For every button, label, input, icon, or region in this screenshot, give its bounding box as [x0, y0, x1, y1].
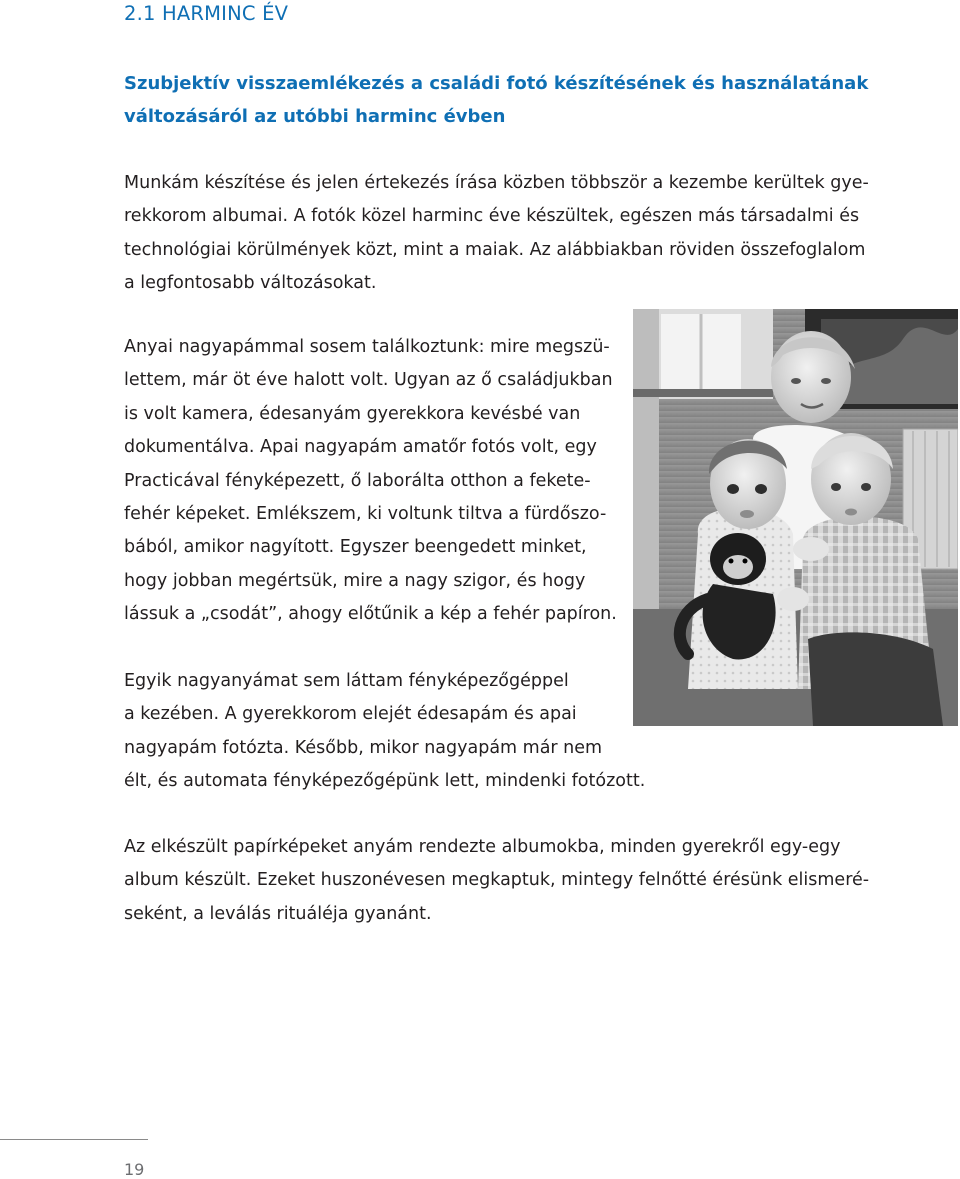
page-number: 19: [124, 1160, 145, 1179]
text-line: dokumentálva. Apai nagyapám amatőr fotós volt, egy: [124, 437, 597, 458]
text-line: a kezében. A gyerekkorom elejét édesapám és apai: [124, 704, 577, 725]
paragraph-grandfather: [124, 331, 617, 632]
footer-rule: [0, 1139, 148, 1140]
paragraph-intro: [124, 167, 869, 301]
text-line: is volt kamera, édesanyám gyerekkora kevésbé van: [124, 403, 581, 424]
text-line: a legfontosabb változásokat.: [124, 273, 377, 294]
text-line: nagyapám fotózta. Később, mikor nagyapám már nem: [124, 737, 603, 758]
text-line: Practicával fényképezett, ő laborálta otthon a fekete-: [124, 470, 591, 491]
section-subtitle: [124, 67, 869, 133]
text-line: technológiai körülmények közt, mint a maiak. Az alábbiakban röviden összefoglalom: [124, 239, 866, 260]
family-photo: [633, 309, 958, 726]
subtitle-line: változásáról az utóbbi harminc évben: [124, 106, 506, 127]
text-line: Anyai nagyapámmal sosem találkoztunk: mire megszü-: [124, 337, 610, 357]
text-line: Egyik nagyanyámat sem láttam fényképezőgéppel: [124, 671, 569, 691]
section-heading: 2.1 HARMINC ÉV: [124, 2, 289, 25]
text-line: hogy jobban megértsük, mire a nagy szigor, és hogy: [124, 570, 586, 591]
text-line: rekkorom albumai. A fotók közel harminc éve készültek, egészen más társadalmi és: [124, 206, 860, 227]
text-line: album készült. Ezeket huszonévesen megkaptuk, mintegy felnőtté érésünk elismeré-: [124, 870, 870, 891]
paragraph-grandmother: [124, 665, 645, 799]
text-line: seként, a leválás rituáléja gyanánt.: [124, 903, 432, 924]
text-line: bából, amikor nagyított. Egyszer beengedett minket,: [124, 537, 587, 558]
text-line: élt, és automata fényképezőgépünk lett, mindenki fotózott.: [124, 771, 646, 792]
subtitle-line: Szubjektív visszaemlékezés a családi fotó készítésének és használatának: [124, 73, 869, 94]
text-line: Az elkészült papírképeket anyám rendezte albumokba, minden gyerekről egy-egy: [124, 837, 841, 857]
text-line: lássuk a „csodát”, ahogy előtűnik a kép a fehér papíron.: [124, 604, 617, 625]
text-line: lettem, már öt éve halott volt. Ugyan az ő családjukban: [124, 370, 613, 391]
paragraph-albums: [124, 831, 869, 931]
text-line: fehér képeket. Emlékszem, ki voltunk tiltva a fürdőszo-: [124, 504, 607, 525]
text-line: Munkám készítése és jelen értekezés írása közben többször a kezembe kerültek gye-: [124, 173, 869, 193]
